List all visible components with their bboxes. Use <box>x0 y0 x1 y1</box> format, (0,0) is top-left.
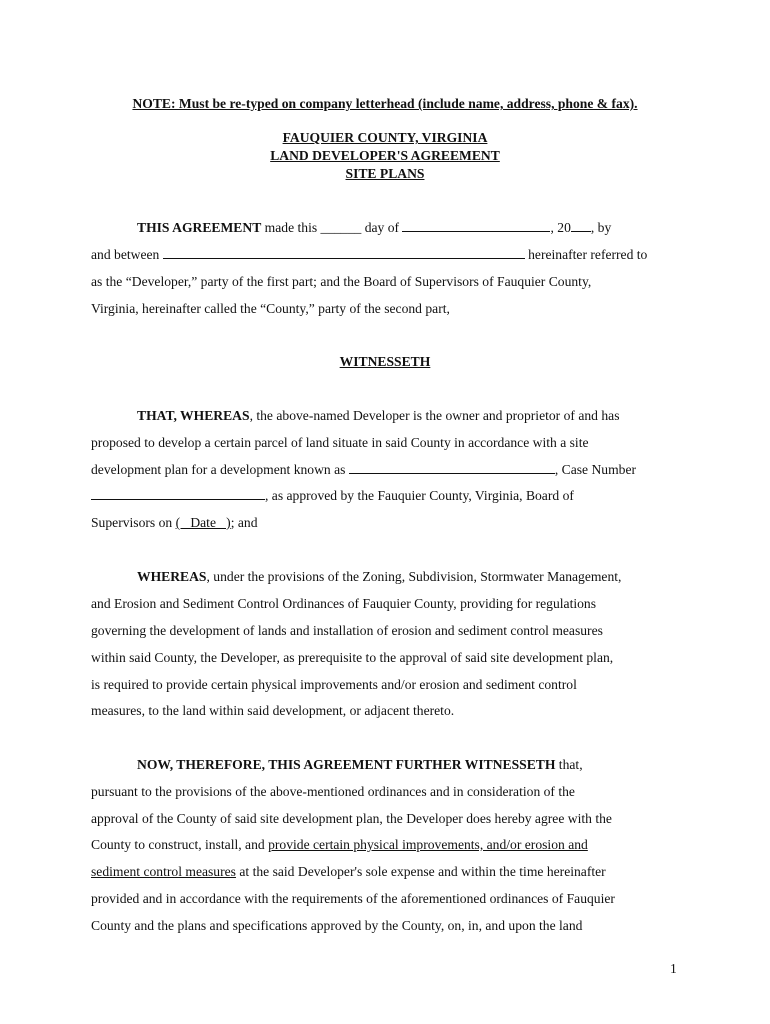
para3-line2: and Erosion and Sediment Control Ordinances of Fauquier County, providing for regulations <box>91 596 597 611</box>
para1-line4: Virginia, hereinafter called the “County,” party of the second part, <box>91 301 450 316</box>
para2-lead: THAT, WHEREAS <box>137 408 250 423</box>
para1-lead: THIS AGREEMENT <box>137 220 262 235</box>
para1-line1: THIS AGREEMENT made this ______ day of , 20 , by <box>137 220 612 235</box>
para2-line5: Supervisors on ( Date ); and <box>91 515 258 530</box>
para4-line1: NOW, THEREFORE, THIS AGREEMENT FURTHER WITNESSETH that, <box>137 757 583 772</box>
para2-line1: THAT, WHEREAS, the above-named Developer is the owner and proprietor of and has <box>137 408 620 423</box>
retype-note: NOTE: Must be re-typed on company letterhead (include name, address, phone & fax). <box>132 96 638 111</box>
para1-line2: and between hereinafter referred to <box>91 247 648 262</box>
para4-lead: NOW, THEREFORE, THIS AGREEMENT FURTHER WITNESSETH <box>137 757 556 772</box>
para1-line3: as the “Developer,” party of the first part; and the Board of Supervisors of Fauquier County, <box>91 274 592 289</box>
development-name-blank <box>349 461 555 474</box>
para3-lead: WHEREAS <box>137 569 207 584</box>
improvements-phrase: provide certain physical improvements, and/or erosion and <box>268 837 588 852</box>
year-blank <box>571 219 591 232</box>
witnesseth-heading: WITNESSETH <box>339 354 431 369</box>
para4-line5: sediment control measures at the said Developer's sole expense and within the time hereinafter <box>91 864 606 879</box>
para4-line2: pursuant to the provisions of the above-mentioned ordinances and in consideration of the <box>91 784 575 799</box>
para3-line1: WHEREAS, under the provisions of the Zoning, Subdivision, Stormwater Management, <box>137 569 622 584</box>
para3-line6: measures, to the land within said development, or adjacent thereto. <box>91 703 455 718</box>
title-site-plans: SITE PLANS <box>345 166 425 181</box>
page-number: 1 <box>670 961 677 976</box>
para4-line7: County and the plans and specifications approved by the County, on, in, and upon the land <box>91 918 583 933</box>
para4-line4: County to construct, install, and provide certain physical improvements, and/or erosion and <box>91 837 588 852</box>
title-county: FAUQUIER COUNTY, VIRGINIA <box>282 130 488 145</box>
para2-line2: proposed to develop a certain parcel of land situate in said County in accordance with a site <box>91 435 589 450</box>
approval-date-field: ( Date ) <box>175 515 231 530</box>
case-number-blank <box>91 487 265 500</box>
para2-line3: development plan for a development known as , Case Number <box>91 462 637 477</box>
para4-line6: provided and in accordance with the requirements of the aforementioned ordinances of Fauquier <box>91 891 615 906</box>
para3-line3: governing the development of lands and installation of erosion and sediment control measures <box>91 623 603 638</box>
date-month-blank <box>402 219 550 232</box>
developer-name-blank <box>163 246 525 259</box>
para4-line3: approval of the County of said site development plan, the Developer does hereby agree with the <box>91 811 612 826</box>
para3-line4: within said County, the Developer, as prerequisite to the approval of said site development plan, <box>91 650 614 665</box>
title-agreement: LAND DEVELOPER'S AGREEMENT <box>270 148 500 163</box>
measures-phrase: sediment control measures <box>91 864 236 879</box>
para3-line5: is required to provide certain physical improvements and/or erosion and sediment control <box>91 677 577 692</box>
para2-line4: , as approved by the Fauquier County, Virginia, Board of <box>91 487 574 505</box>
